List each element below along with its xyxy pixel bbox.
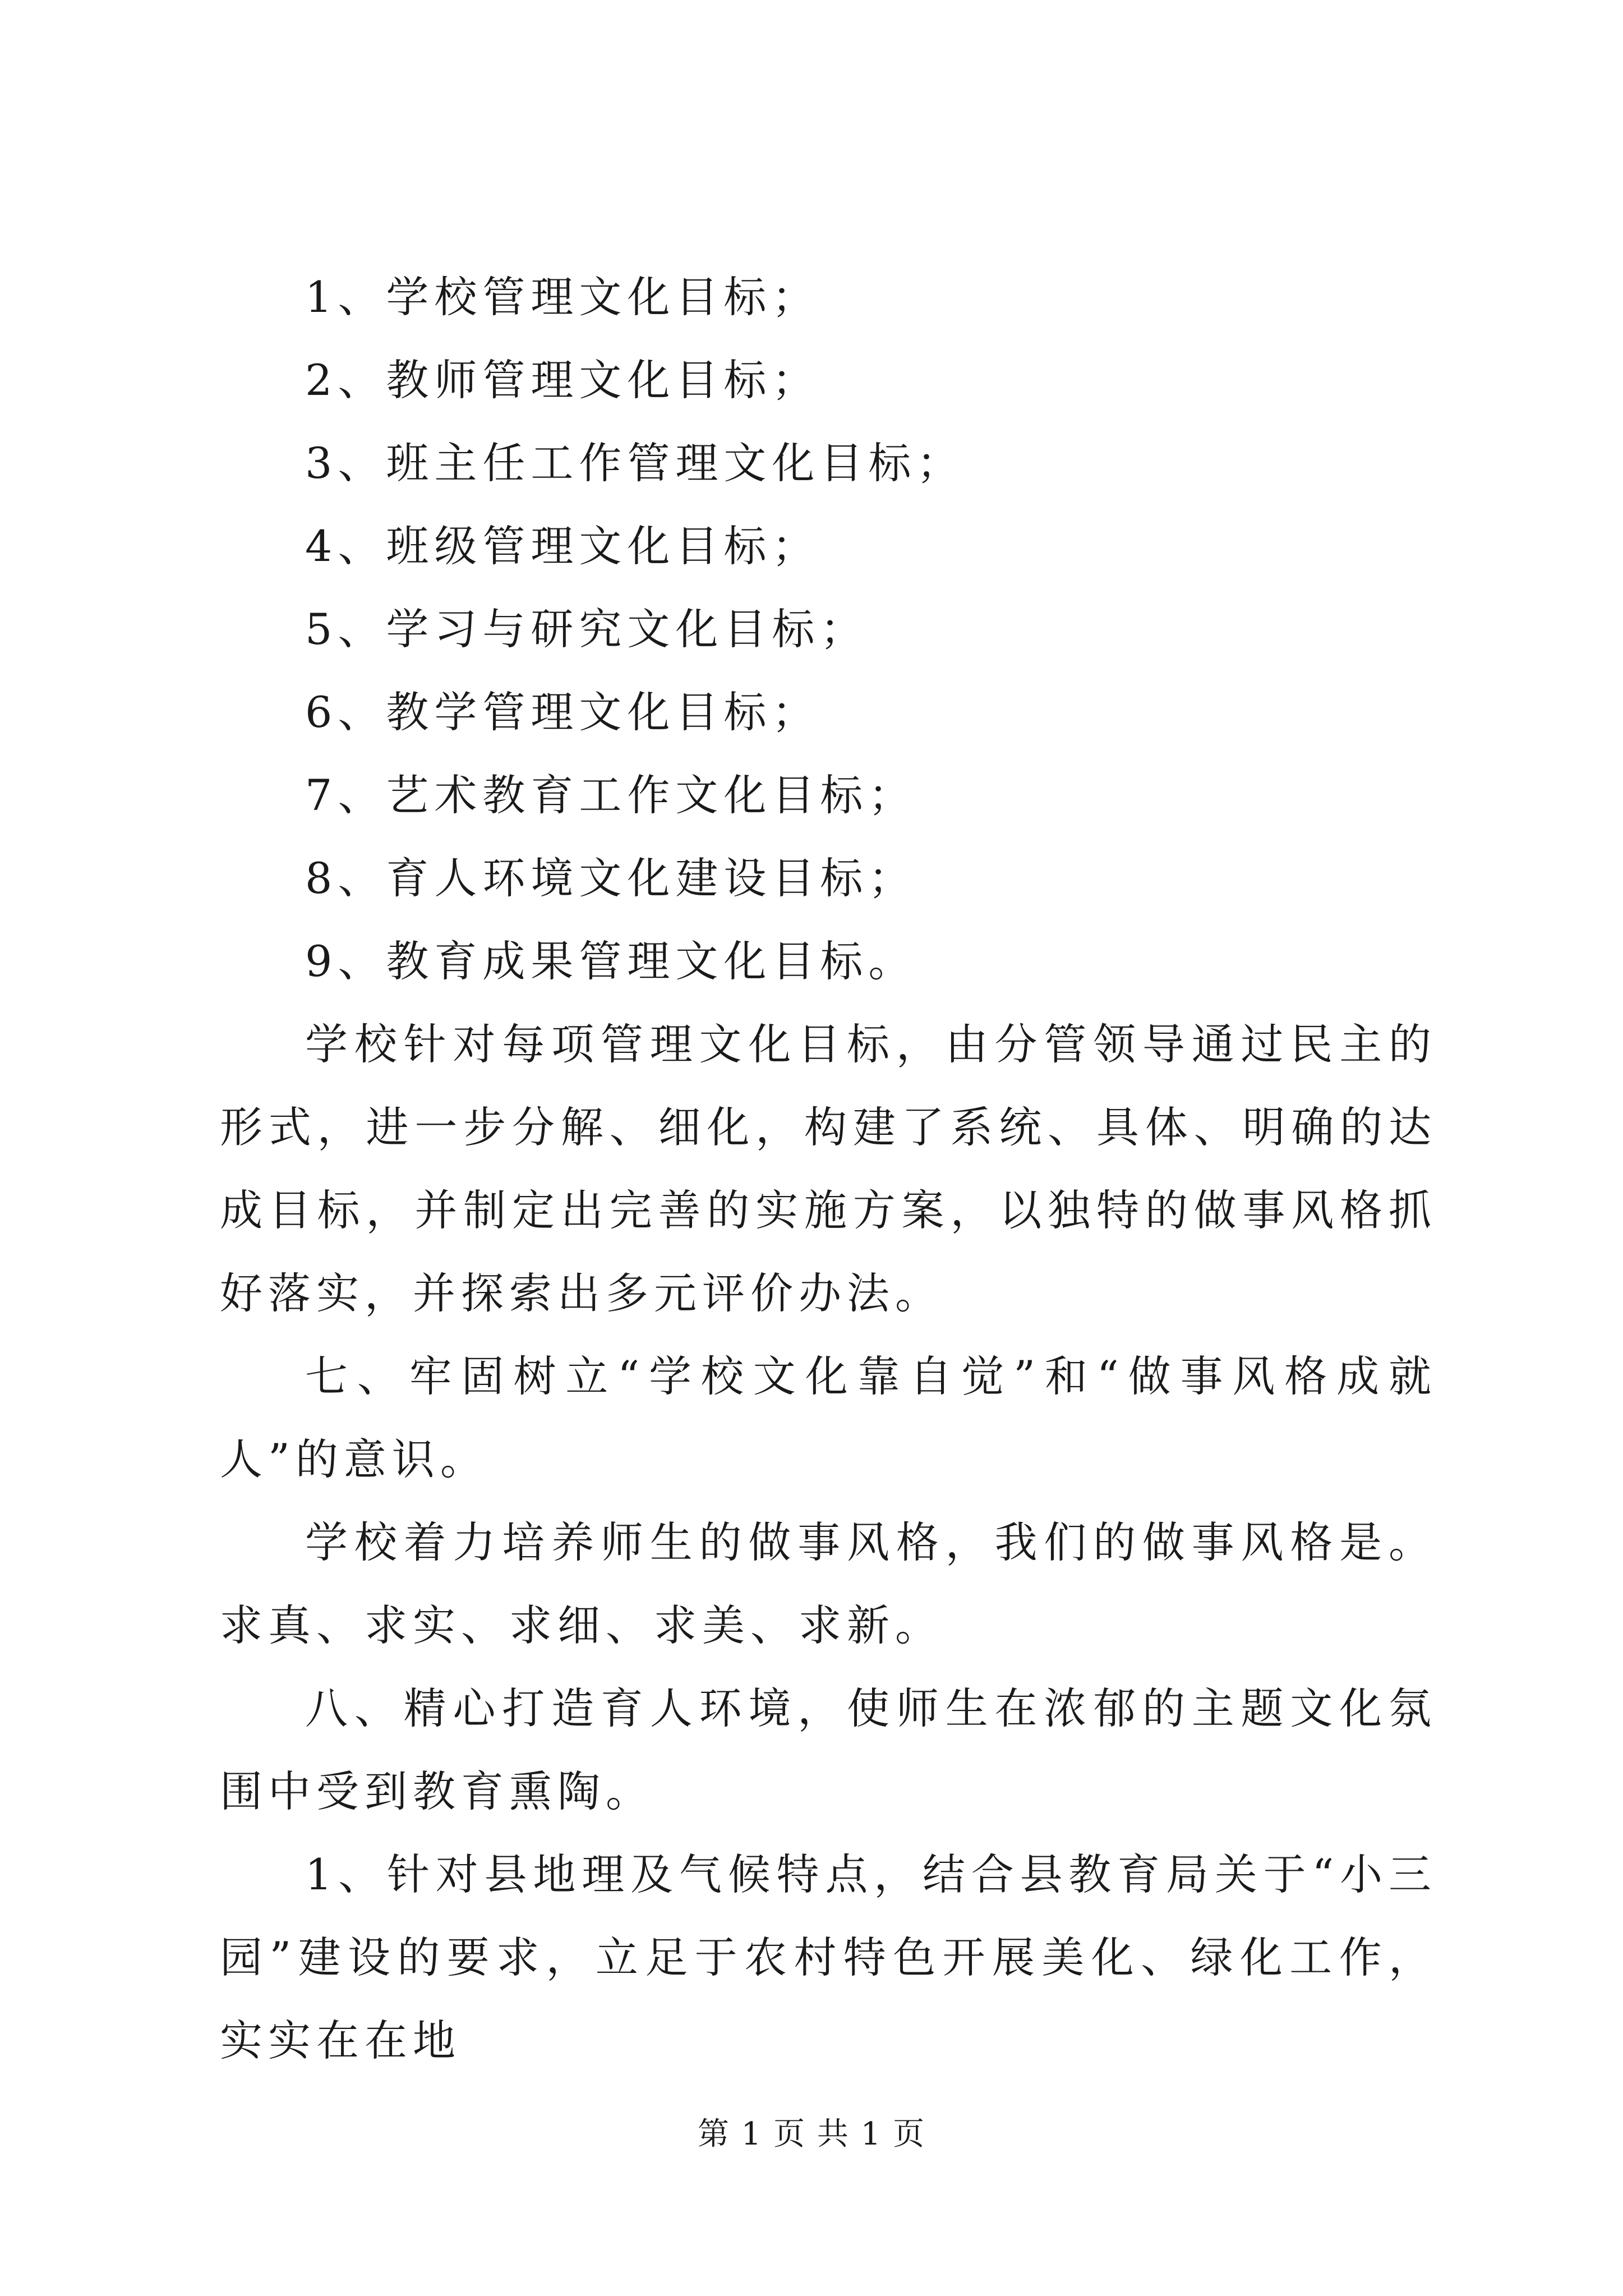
heading-section-seven: 七、牢固树立“学校文化靠自觉”和“做事风格成就人”的意识。: [220, 1351, 1437, 1484]
document-body: [220, 256, 1437, 2082]
list-item: 3、班主任工作管理文化目标；: [305, 438, 965, 488]
list-item: 1、学校管理文化目标；: [305, 272, 820, 322]
list-item: 9、教育成果管理文化目标。: [305, 936, 917, 986]
list-item: 4、班级管理文化目标；: [305, 521, 820, 571]
paragraph-goal-decomposition: 学校针对每项管理文化目标，由分管领导通过民主的形式，进一步分解、细化，构建了系统、具体、明确的达成目标，并制定出完善的实施方案，以独特的做事风格抓好落实，并探索出多元评价办法。: [220, 1019, 1437, 1318]
page-footer: 第 1 页 共 1 页: [697, 2116, 926, 2152]
heading-section-eight: 八、精心打造育人环境，使师生在浓郁的主题文化氛围中受到教育熏陶。: [220, 1683, 1437, 1816]
list-item: 6、教学管理文化目标；: [305, 687, 820, 737]
list-item: 5、学习与研究文化目标；: [305, 604, 869, 654]
paragraph-environment-item-1: 1、针对县地理及气候特点，结合县教育局关于“小三园”建设的要求，立足于农村特色开展美化、绿化工作，实实在在地: [220, 1849, 1437, 2065]
list-item: 8、育人环境文化建设目标；: [305, 853, 917, 903]
paragraph-work-style: 学校着力培养师生的做事风格，我们的做事风格是。求真、求实、求细、求美、求新。: [220, 1517, 1437, 1650]
list-item: 2、教师管理文化目标；: [305, 355, 820, 405]
list-item: 7、艺术教育工作文化目标；: [305, 770, 917, 820]
